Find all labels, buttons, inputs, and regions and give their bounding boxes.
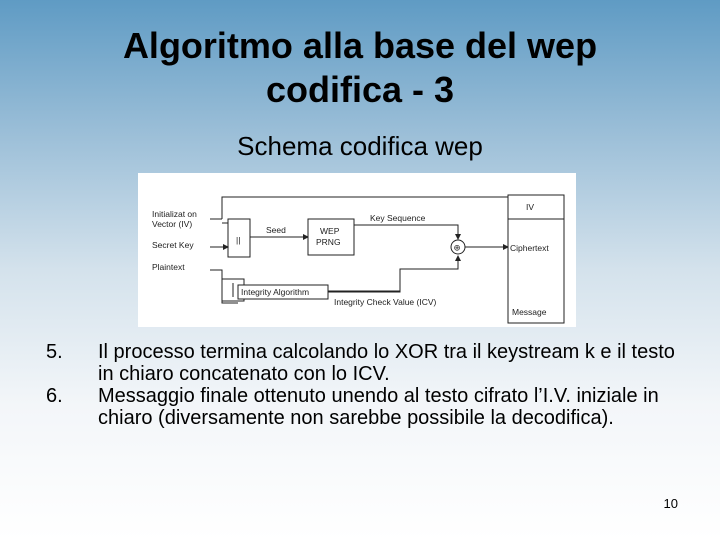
slide-title-line-2: codifica - 3: [265, 69, 455, 110]
plaintext-line: [210, 270, 222, 279]
label-plaintext: Plaintext: [152, 262, 185, 272]
slide-title-line-1: Algoritmo alla base del wep: [122, 25, 598, 66]
slide-title: [60, 24, 660, 112]
list-item: [40, 341, 690, 385]
step-text: Messaggio finale ottenuto unendo al testo cifrato l’I.V. iniziale in chiaro (diversamente non sarebbe possibile la decodifica).: [98, 385, 659, 429]
label-prng-1: WEP: [320, 226, 340, 236]
label-secret-key: Secret Key: [152, 240, 194, 250]
label-integrity-algorithm: Integrity Algorithm: [241, 287, 310, 297]
concat-symbol: ||: [236, 235, 241, 245]
slide-subtitle: Schema codifica wep: [237, 131, 483, 161]
label-icv: Integrity Check Value (ICV): [334, 297, 437, 307]
iv-line-top: [222, 197, 508, 219]
wep-encryption-diagram: [138, 173, 576, 327]
label-iv-input: Initializat on: [152, 209, 197, 219]
label-message: Message: [512, 307, 547, 317]
label-prng-2: PRNG: [316, 237, 341, 247]
step-text: Il processo termina calcolando lo XOR tra il keystream k e il testo in chiaro concatenato con lo ICV.: [98, 341, 675, 385]
page-number: 10: [663, 496, 678, 511]
diagram-svg: [138, 173, 576, 327]
label-key-sequence: Key Sequence: [370, 213, 426, 223]
label-seed: Seed: [266, 225, 286, 235]
list-item: [40, 385, 690, 429]
step-number: 5.: [46, 341, 63, 363]
xor-symbol: ⊕: [453, 242, 461, 253]
label-iv-out: IV: [526, 202, 535, 212]
label-iv-input-2: Vector (IV): [152, 219, 193, 229]
icv-line: [328, 270, 400, 292]
message-box: [508, 195, 564, 323]
label-ciphertext: Ciphertext: [510, 243, 549, 253]
step-number: 6.: [46, 385, 63, 407]
key-sequence-arrow: [354, 225, 458, 239]
steps-list: [40, 341, 690, 429]
